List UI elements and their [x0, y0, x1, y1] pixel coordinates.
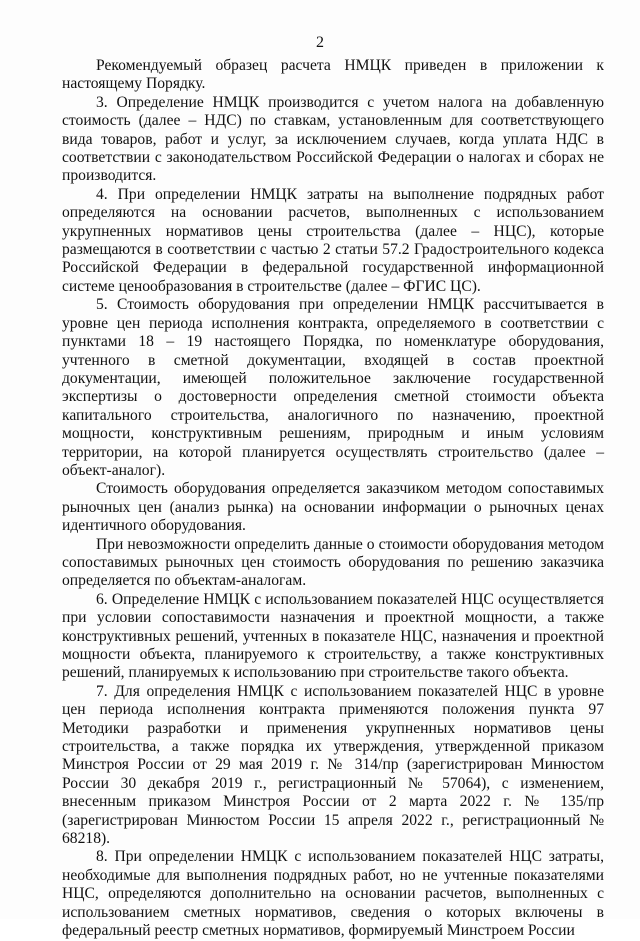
paragraph-item-3-vat: 3. Определение НМЦК производится с учетом налога на добавленную стоимость (далее – НДС) по ставкам, установленным для соответствующего вида товаров, работ и услуг, за исключением случаев, когда уплата НДС в соответствии с законодательством Российской Федерации о налогах и сборах не производится. — [62, 93, 604, 185]
paragraph-sample-reference: Рекомендуемый образец расчета НМЦК приведен в приложении к настоящему Порядку. — [62, 57, 604, 93]
paragraph-item-6-comparability: 6. Определение НМЦК с использованием показателей НЦС осуществляется при условии сопоставимости назначения и проектной мощности, а также конструктивных решений, учтенных в показателе НЦС, назначения и проектной мощности объекта, планируемого к строительству, а также конструктивных решений, планируемых к использованию при строительстве такого объекта. — [62, 590, 604, 682]
paragraph-item-4-contract-works: 4. При определении НМЦК затраты на выполнение подрядных работ определяются на основании расчетов, выполненных с использованием укрупненных нормативов цены строительства (далее – НЦС), которые размещаются в соответствии с частью 2 статьи 57.2 Градостроительного кодекса Российской Федерации в федеральной государственной информационной системе ценообразования в строительстве (далее – ФГИС ЦС). — [62, 185, 604, 295]
paragraph-equipment-market-method: Стоимость оборудования определяется заказчиком методом сопоставимых рыночных цен (анализ рынка) на основании информации о рыночных ценах идентичного оборудования. — [62, 480, 604, 535]
paragraph-equipment-analog-method: При невозможности определить данные о стоимости оборудования методом сопоставимых рыночных цен стоимость оборудования по решению заказчика определяется по объектам-аналогам. — [62, 535, 604, 590]
paragraph-item-8-additional-costs: 8. При определении НМЦК с использованием показателей НЦС затраты, необходимые для выполнения подрядных работ, но не учтенные показателями НЦС, определяются дополнительно на основании расчетов, выполненных с использованием сметных нормативов, сведения о которых включены в федеральный реестр сметных нормативов, формируемый Минстроем России — [62, 848, 604, 940]
paragraph-item-7-price-level: 7. Для определения НМЦК с использованием показателей НЦС в уровне цен периода исполнения контракта применяются положения пункта 97 Методики разработки и применения укрупненных нормативов цены строительства, а также порядка их утверждения, утвержденной приказом Минстроя России от 29 мая 2019 г. № 314/пр (зарегистрирован Минюстом России 30 декабря 2019 г., регистрационный № 57064), с изменением, внесенным приказом Минстроя России от 2 марта 2022 г. № 135/пр (зарегистрирован Минюстом России 15 апреля 2022 г., регистрационный № 68218). — [62, 682, 604, 848]
page-number: 2 — [316, 34, 324, 51]
paragraph-item-5-equipment-cost: 5. Стоимость оборудования при определении НМЦК рассчитывается в уровне цен периода исполнения контракта, определяемого в соответствии с пунктами 18 – 19 настоящего Порядка, по номенклатуре оборудования, учтенного в сметной документации, входящей в состав проектной документации, имеющей положительное заключение государственной экспертизы о достоверности определения сметной стоимости объекта капитального строительства, аналогичного по назначению, проектной мощности, конструктивным решениям, природным и иным условиям территории, на которой планируется осуществлять строительство (далее – объект-аналог). — [62, 296, 604, 479]
document-body — [62, 57, 604, 941]
